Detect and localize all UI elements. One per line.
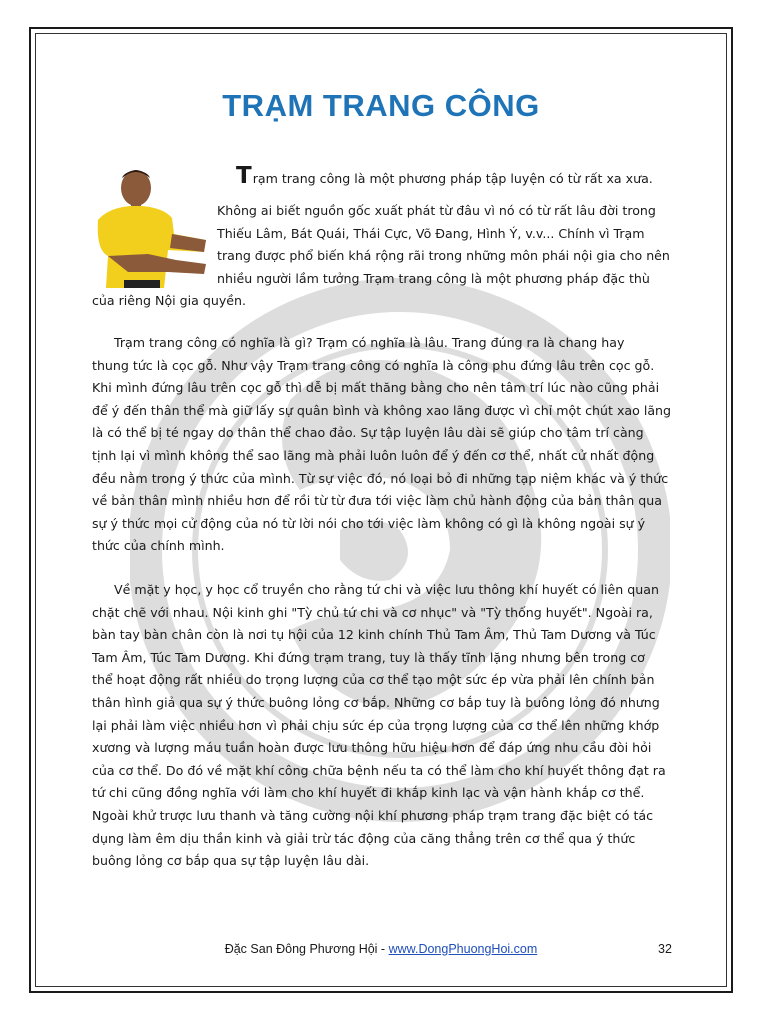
paragraph-line: thung tức là cọc gỗ. Như vậy Trạm trang công có nghĩa là công phu đứng lâu trên cọc gỗ. (92, 357, 655, 373)
paragraph-line: lại phải làm việc nhiều hơn vì phải chịu sức ép của trọng lượng của cơ thể lên những khớp (92, 717, 660, 733)
paragraph-line: về bản thân mình nhiều hơn để rồi từ từ đưa tới việc làm chủ hành động của bản thân qua (92, 493, 662, 509)
paragraph-line: bàn tay bàn chân còn là nơi tụ hội của 12 kinh chính Thủ Tam Âm, Thủ Tam Dương và Túc (92, 627, 656, 643)
paragraph-line: chặt chẽ với nhau. Nội kinh ghi "Tỳ chủ tứ chi và cơ nhục" và "Tỳ thống huyết". Ngoài ra, (92, 604, 653, 620)
intro-first-line-text: rạm trang công là một phương pháp tập luyện có từ rất xa xưa. (252, 171, 653, 186)
paragraph-line: Khi mình đứng lâu trên cọc gỗ thì dễ bị mất thăng bằng cho nên tâm trí lúc nào cũng phải (92, 380, 660, 396)
paragraph-line: thân hình giả qua sự ý thức buông lỏng cơ bắp. Những cơ bắp tuy là buông lỏng đó nhưng (92, 694, 660, 710)
paragraph-line: Ngoài khử trược lưu thanh và tăng cường nội khí phương pháp trạm trang đặc biệt có tác (92, 807, 654, 823)
paragraph-line: xương và lượng máu tuần hoàn được lưu thông hữu hiệu hơn để đáp ứng nhu cầu đòi hỏi (92, 740, 652, 756)
page-number: 32 (658, 942, 672, 956)
paragraph-line: đều nằm trong ý thức của mình. Từ sự việc đó, nó loại bỏ đi những tạp niệm khác và ý thức (92, 470, 669, 486)
intro-paragraph (217, 200, 677, 290)
intro-line: Không ai biết nguồn gốc xuất phát từ đâu vì nó có từ rất lâu đời trong (217, 203, 656, 218)
paragraph-line: dụng làm êm dịu thần kinh và giải trừ tác động của căng thẳng trên cơ thể qua ý thức (92, 830, 636, 846)
martial-artist-photo (88, 160, 206, 288)
paragraph-line: Về mặt y học, y học cổ truyền cho rằng tứ chi và việc lưu thông khí huyết có liên quan (114, 582, 659, 597)
paragraph-line: của cơ thể. Do đó về mặt khí công chữa bệnh nếu ta có thể làm cho khí huyết thông đạt ra (92, 762, 666, 778)
paragraph-line: là có thể bị té ngay do thân thể chao đảo. Sự tập luyện lâu dài sẽ giúp cho tâm trí càng (92, 425, 644, 441)
intro-line: trang được phổ biến khá rộng rãi trong những môn phái nội gia cho nên (217, 248, 670, 264)
intro-line: Thiếu Lâm, Bát Quái, Thái Cực, Võ Đang, Hình Ý, v.v... Chính vì Trạm (217, 225, 645, 241)
drop-cap: T (236, 163, 252, 189)
intro-line: nhiều người lầm tưởng Trạm trang công là một phương pháp đặc thù (217, 270, 650, 286)
paragraph-line: buông lỏng cơ bắp qua sự tập luyện lâu dài. (92, 853, 370, 869)
footer-publication: Đặc San Đông Phương Hội - (224, 942, 389, 956)
paragraph-line: tứ chi cũng đồng nghĩa với làm cho khí huyết đi khắp kinh lạc và vận hành khắp cơ thể. (92, 785, 645, 801)
paragraph-line: thể hoạt động rất nhiều do trọng lượng của cơ thể tạo một sức ép vừa phải lên chính bản (92, 672, 655, 688)
paragraph-line: sự ý thức mọi cử động của nó từ lời nói cho tới việc làm không có gì là không ngoài sự ý (92, 515, 646, 531)
page-title: TRẠM TRANG CÔNG (222, 88, 540, 123)
paragraph-line: để ý đến thân thể mà giữ lấy sự quân bình và không xao lãng được vì chỉ một chút xao lãng (92, 402, 672, 418)
intro-tail: của riêng Nội gia quyền. (92, 293, 247, 308)
paragraph-line: Tam Âm, Túc Tam Dương. Khi đứng trạm trang, tuy là thấy tĩnh lặng nhưng bên trong cơ (92, 649, 645, 665)
paragraph-line: thức của chính mình. (92, 538, 225, 554)
paragraph-medicine (92, 579, 677, 873)
footer-website-link[interactable]: www.DongPhuongHoi.com (388, 942, 538, 956)
paragraph-line: Trạm trang công có nghĩa là gì? Trạm có nghĩa là lâu. Trang đúng ra là chang hay (114, 335, 625, 350)
footer-credit (0, 942, 762, 956)
page-footer (0, 940, 762, 960)
paragraph-line: tịnh lại vì mình không thể sao lãng mà phải luôn luôn để ý đến cơ thể, nhất cử nhất động (92, 447, 655, 463)
paragraph-meaning (92, 332, 677, 558)
intro-first-line (236, 165, 653, 191)
